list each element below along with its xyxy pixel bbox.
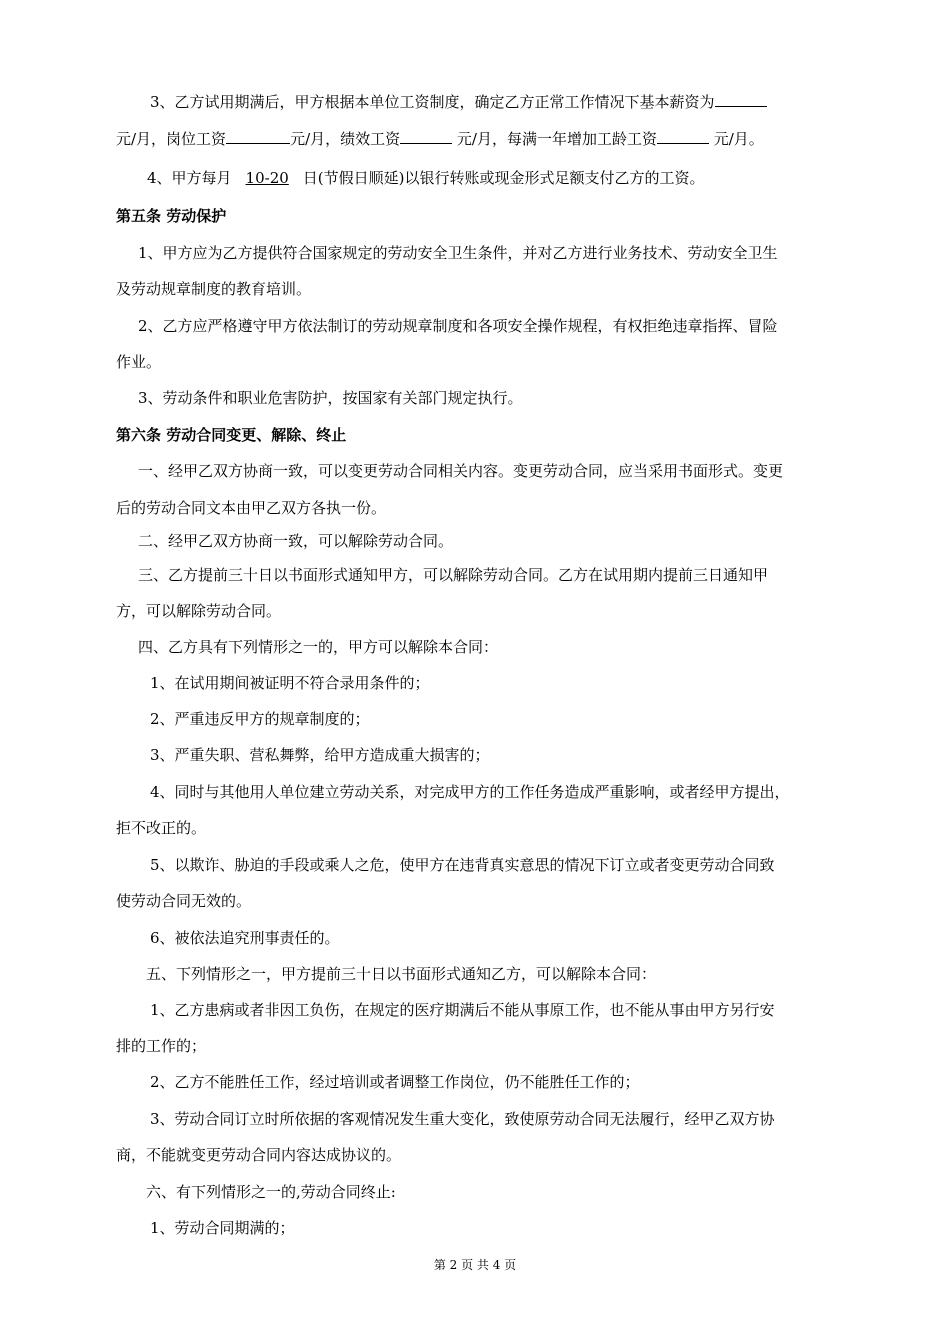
a5-p3: 3、劳动条件和职业危害防护，按国家有关部门规定执行。 [138, 389, 523, 407]
a6-s4-item-1: 1、在试用期间被证明不符合录用条件的； [150, 674, 430, 692]
a6-s6-item-1: 1、劳动合同期满的； [150, 1219, 295, 1237]
a6-s4-item-6: 6、被依法追究刑事责任的。 [150, 929, 340, 947]
article-5-title: 第五条 劳动保护 [116, 207, 227, 225]
pay-day-line [116, 168, 846, 188]
a6-s1-line-a: 一、经甲乙双方协商一致，可以变更劳动合同相关内容。变更劳动合同，应当采用书面形式。变更 [138, 462, 784, 480]
unit-text-3: 元/月，每满一年增加工龄工资 [456, 130, 657, 148]
a6-s5-item-3-a: 3、劳动合同订立时所依据的客观情况发生重大变化，致使原劳动合同无法履行，经甲乙双方协 [150, 1110, 775, 1128]
a5-p2-line-b: 作业。 [116, 353, 162, 371]
a5-p2-line-a: 2、乙方应严格遵守甲方依法制订的劳动规章制度和各项安全操作规程，有权拒绝违章指挥、冒险 [138, 317, 778, 335]
blank-post-salary [226, 128, 290, 144]
a6-s6: 六、有下列情形之一的,劳动合同终止: [146, 1183, 396, 1201]
unit-text-1: 元/月，岗位工资 [116, 130, 227, 148]
a6-s5-item-1-b: 排的工作的； [116, 1037, 207, 1055]
blank-performance [400, 128, 452, 144]
unit-text-4: 元/月。 [713, 130, 764, 148]
page-number-footer: 第 2 页 共 4 页 [433, 1258, 517, 1272]
a6-s4-item-5-a: 5、以欺诈、胁迫的手段或乘人之危，使甲方在违背真实意思的情况下订立或者变更劳动合同致 [150, 856, 775, 874]
a6-s4-item-2: 2、严重违反甲方的规章制度的； [150, 710, 370, 728]
a6-s4-item-4-a: 4、同时与其他用人单位建立劳动关系，对完成甲方的工作任务造成严重影响，或者经甲方提出， [150, 783, 790, 801]
unit-text-2: 元/月，绩效工资 [290, 130, 401, 148]
a6-s5-item-3-b: 商，不能就变更劳动合同内容达成协议的。 [116, 1146, 402, 1164]
a6-s1-line-b: 后的劳动合同文本由甲乙双方各执一份。 [116, 499, 387, 517]
salary-text: 3、乙方试用期满后，甲方根据本单位工资制度，确定乙方正常工作情况下基本薪资为 [150, 93, 715, 111]
a6-s4-item-5-b: 使劳动合同无效的。 [116, 892, 252, 910]
blank-base-salary [715, 91, 767, 107]
a5-p1-line-b: 及劳动规章制度的教育培训。 [116, 280, 312, 298]
a6-s4: 四、乙方具有下列情形之一的，甲方可以解除本合同： [138, 638, 499, 656]
salary-line-2 [116, 128, 846, 149]
salary-line-1 [116, 91, 846, 112]
a6-s4-item-4-b: 拒不改正的。 [116, 819, 207, 837]
a6-s5-item-1-a: 1、乙方患病或者非因工负伤，在规定的医疗期满后不能从事原工作，也不能从事由甲方另行安 [150, 1001, 775, 1019]
a6-s5-item-2: 2、乙方不能胜任工作，经过培训或者调整工作岗位，仍不能胜任工作的； [150, 1073, 640, 1091]
a5-p1-line-a: 1、甲方应为乙方提供符合国家规定的劳动安全卫生条件，并对乙方进行业务技术、劳动安全卫生 [138, 244, 778, 262]
a6-s3-line-b: 方，可以解除劳动合同。 [116, 602, 282, 620]
a6-s4-item-3: 3、严重失职、营私舞弊，给甲方造成重大损害的； [150, 746, 490, 764]
pay-day-value: 10-20 [245, 169, 289, 187]
article-6-title: 第六条 劳动合同变更、解除、终止 [116, 426, 347, 444]
a6-s2: 二、经甲乙双方协商一致，可以解除劳动合同。 [138, 532, 454, 550]
a6-s5: 五、下列情形之一，甲方提前三十日以书面形式通知乙方，可以解除本合同： [146, 965, 657, 983]
blank-seniority [657, 128, 709, 144]
pay-suffix: 日(节假日顺延)以银行转账或现金形式足额支付乙方的工资。 [302, 169, 705, 187]
pay-prefix: 4、甲方每月 [147, 169, 232, 187]
a6-s3-line-a: 三、乙方提前三十日以书面形式通知甲方，可以解除劳动合同。乙方在试用期内提前三日通知甲 [138, 566, 769, 584]
